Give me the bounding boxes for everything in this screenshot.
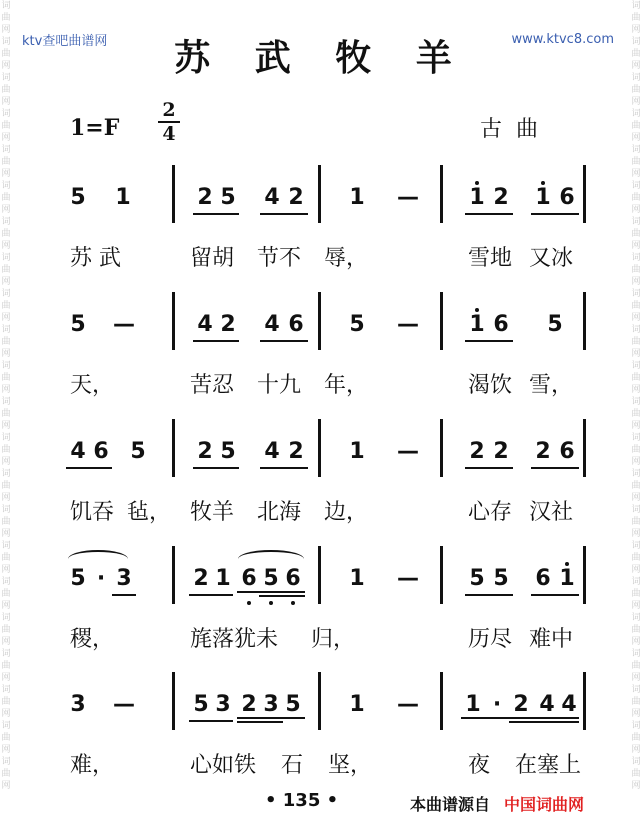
note: 1 [349,185,365,210]
note: 5 [493,566,509,591]
note: 1 [469,312,485,337]
note: 2 [513,692,529,717]
note: — [397,185,419,210]
beam [531,467,579,469]
beam [66,467,112,469]
source-label: 本曲谱源自 [410,795,491,814]
meter-bottom: 4 [162,123,176,145]
beam [193,340,239,342]
note: 5 [130,439,146,464]
lyric: 难， [70,753,115,778]
song-title: 苏 武 牧 羊 [174,37,468,79]
lyric: 渴饮 雪， [468,373,573,398]
note: 6 [93,439,109,464]
note: 1 [535,185,551,210]
beam [112,594,136,596]
beam [237,591,305,593]
barline [172,165,175,223]
meter-top: 2 [162,99,176,121]
lyric: 稷， [70,627,115,652]
beam [465,340,513,342]
barline [318,419,321,477]
beam [259,595,305,597]
note: 6 [288,312,304,337]
note: 5 [349,312,365,337]
note: 2 [241,692,257,717]
note: — [113,312,135,337]
octave-dot [291,601,295,605]
note: 1 [559,566,575,591]
song-origin: 古曲 [480,117,553,142]
note: 6 [241,566,257,591]
note: 4 [70,439,86,464]
beam [465,467,513,469]
note: 1 [349,439,365,464]
lyric: 苦忍 十九 年， [190,373,368,398]
barline [440,419,443,477]
note: 2 [493,439,509,464]
note: 6 [535,566,551,591]
dot-extension: · [492,692,502,717]
note: 2 [493,185,509,210]
barline [583,165,586,223]
barline [440,546,443,604]
note: 5 [220,439,236,464]
note: 5 [70,566,86,591]
note: — [397,312,419,337]
note: 2 [288,185,304,210]
note: 5 [193,692,209,717]
note: — [397,566,419,591]
lyric: 雪地 又冰 [468,246,573,271]
lyric: 旄落犹未 归， [190,627,355,652]
note: 1 [215,566,231,591]
lyric: 苏 武 [70,246,121,271]
note: 6 [285,566,301,591]
lyric: 留胡 节不 辱， [190,246,368,271]
note: 6 [559,439,575,464]
lyric: 心存 汉社 [468,500,573,525]
barline [440,165,443,223]
score-row [0,302,642,422]
side-watermark-left: 词曲网词曲网词曲网词曲网词曲网词曲网词曲网词曲网词曲网词曲网词曲网词曲网词曲网词曲网词曲网词曲网词曲网词曲网词曲网词曲网词曲网词曲网 [1,1,11,791]
barline [318,546,321,604]
note: 4 [539,692,555,717]
barline [583,292,586,350]
lyric: 饥吞 毡， [70,500,171,525]
barline [583,672,586,730]
lyric: 心如铁 石 坚， [190,753,372,778]
note: 5 [547,312,563,337]
note: 5 [70,312,86,337]
page-number: • 135 • [265,790,339,811]
octave-dot [475,308,479,312]
note: 2 [469,439,485,464]
lyric: 夜 在塞上 [468,753,581,778]
note: 2 [197,439,213,464]
note: 4 [264,439,280,464]
score-row [0,175,642,295]
watermark-right: www.ktvc8.com [511,32,614,47]
beam [465,213,513,215]
note: 3 [215,692,231,717]
note: 5 [220,185,236,210]
note: 1 [349,692,365,717]
note: 4 [264,312,280,337]
note: 5 [469,566,485,591]
beam [260,340,308,342]
barline [440,672,443,730]
side-watermark-right: 词曲网词曲网词曲网词曲网词曲网词曲网词曲网词曲网词曲网词曲网词曲网词曲网词曲网词曲网词曲网词曲网词曲网词曲网词曲网词曲网词曲网词曲网 [631,1,641,791]
score-row [0,682,642,802]
barline [318,165,321,223]
beam [531,213,579,215]
note: 1 [469,185,485,210]
note: 2 [535,439,551,464]
note: 3 [116,566,132,591]
note: 1 [465,692,481,717]
note: 3 [70,692,86,717]
note: 5 [285,692,301,717]
barline [172,546,175,604]
beam [461,717,579,719]
note: — [397,439,419,464]
beam [260,467,308,469]
watermark-left: ktv查吧曲谱网 [22,34,108,49]
barline [583,546,586,604]
barline [440,292,443,350]
octave-dot [541,181,545,185]
note: 2 [193,566,209,591]
octave-dot [247,601,251,605]
beam [237,721,283,723]
note: 4 [561,692,577,717]
barline [172,419,175,477]
time-signature [158,100,180,144]
beam [237,717,305,719]
note: 2 [288,439,304,464]
score-row [0,429,642,549]
lyric: 牧羊 北海 边， [190,500,368,525]
source-credit [410,792,584,815]
note: 1 [115,185,131,210]
note: 4 [197,312,213,337]
beam [193,467,239,469]
beam [509,721,579,723]
note: 6 [493,312,509,337]
note: — [113,692,135,717]
barline [172,292,175,350]
barline [583,419,586,477]
beam [465,594,513,596]
note: 5 [70,185,86,210]
beam [260,213,308,215]
note: 3 [263,692,279,717]
beam [189,720,233,722]
note: 6 [559,185,575,210]
beam [193,213,239,215]
note: 4 [264,185,280,210]
octave-dot [565,562,569,566]
lyric: 历尽 难中 [468,627,573,652]
octave-dot [269,601,273,605]
barline [318,292,321,350]
note: 2 [197,185,213,210]
dot-extension: · [96,566,106,591]
score-row [0,556,642,676]
lyric: 天， [70,373,115,398]
beam [531,594,579,596]
note: 2 [220,312,236,337]
beam [189,594,233,596]
source-site: 中国词曲网 [504,795,585,814]
note: — [397,692,419,717]
key-signature: 1=F [70,115,120,141]
barline [172,672,175,730]
barline [318,672,321,730]
octave-dot [475,181,479,185]
note: 1 [349,566,365,591]
note: 5 [263,566,279,591]
